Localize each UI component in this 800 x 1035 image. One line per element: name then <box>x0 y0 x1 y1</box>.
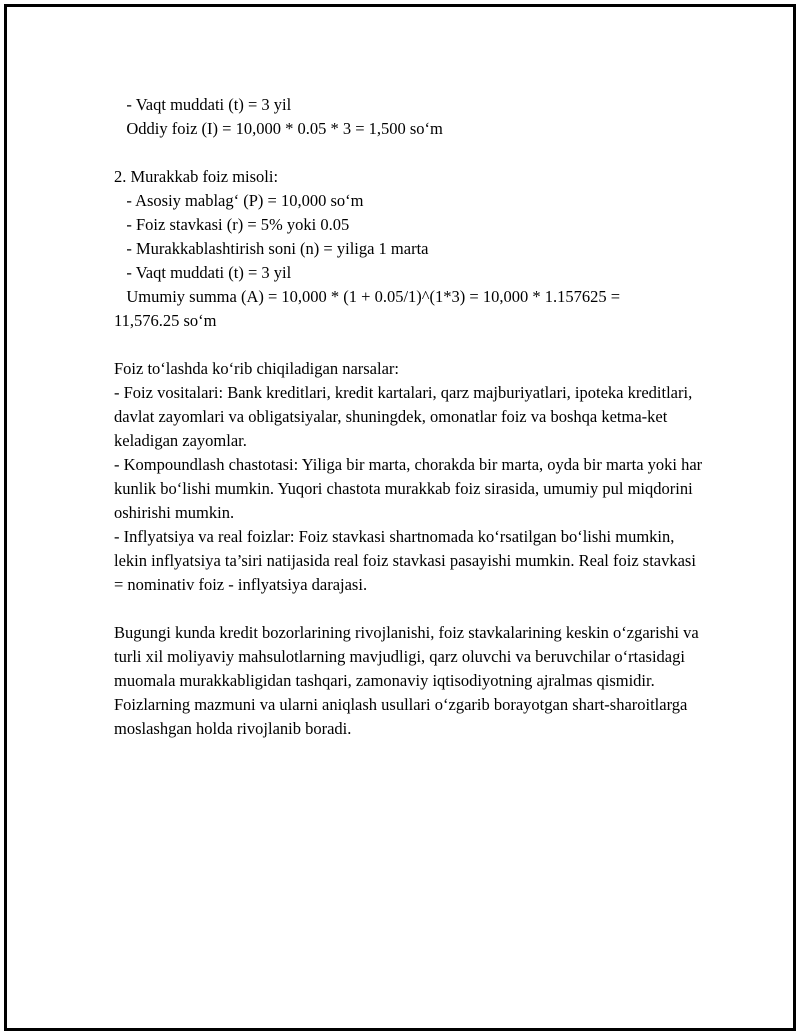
example1-result-line: Oddiy foiz (I) = 10,000 * 0.05 * 3 = 1,500 so‘m <box>114 119 443 138</box>
example2-item: - Asosiy mablag‘ (P) = 10,000 so‘m <box>114 191 364 210</box>
considerations-bullet: - Kompoundlash chastotasi: Yiliga bir marta, chorakda bir marta, oyda bir marta yoki har kunlik bo‘lishi mumkin. Yuqori chastota murakkab foiz sirasida, umumiy pul miqdorini oshirishi mumkin. <box>114 455 703 522</box>
example2-result-line2: 11,576.25 so‘m <box>114 311 217 330</box>
example2-heading: 2. Murakkab foiz misoli: <box>114 167 279 186</box>
considerations-bullet: - Inflyatsiya va real foizlar: Foiz stavkasi shartnomada ko‘rsatilgan bo‘lishi mumkin, lekin inflyatsiya ta’siri natijasida real foiz stavkasi pasayishi mumkin. Real foiz stavkasi = nominativ foiz - inflyatsiya darajasi. <box>114 527 696 594</box>
example2-item: - Murakkablashtirish soni (n) = yiligа 1 marta <box>114 239 429 258</box>
conclusion-paragraph: Bugungi kunda kredit bozorlarining rivojlanishi, foiz stavkalarining keskin o‘zgarishi va turli xil moliyaviy mahsulotlarning mavjudligi, qarz oluvchi va beruvchilar o‘rtasidagi muomala murakkabligidan tashqari, zamonaviy iqtisodiyotning ajralmas qismidir. Foizlarning mazmuni va ularni aniqlash usullari o‘zgarib borayotgan shart-sharoitlarga moslashgan holda rivojlanib boradi. <box>114 623 699 738</box>
paragraph-gap <box>114 597 704 621</box>
example1-time-line: - Vaqt muddati (t) = 3 yil <box>114 95 292 114</box>
considerations-heading: Foiz to‘lashda ko‘rib chiqiladigan narsalar: <box>114 359 399 378</box>
document-body <box>114 93 704 741</box>
example2-result-line1: Umumiy summa (A) = 10,000 * (1 + 0.05/1)^(1*3) = 10,000 * 1.157625 = <box>114 287 621 306</box>
paragraph-gap <box>114 333 704 357</box>
considerations-bullet: - Foiz vositalari: Bank kreditlari, kredit kartalari, qarz majburiyatlari, ipoteka kreditlari, davlat zayomlari va obligatsiyalar, shuningdek, omonatlar foiz va boshqa ketma-ket keladigan zayomlar. <box>114 383 693 450</box>
example2-item: - Foiz stavkasi (r) = 5% yoki 0.05 <box>114 215 350 234</box>
example2-item: - Vaqt muddati (t) = 3 yil <box>114 263 292 282</box>
paragraph-gap <box>114 141 704 165</box>
